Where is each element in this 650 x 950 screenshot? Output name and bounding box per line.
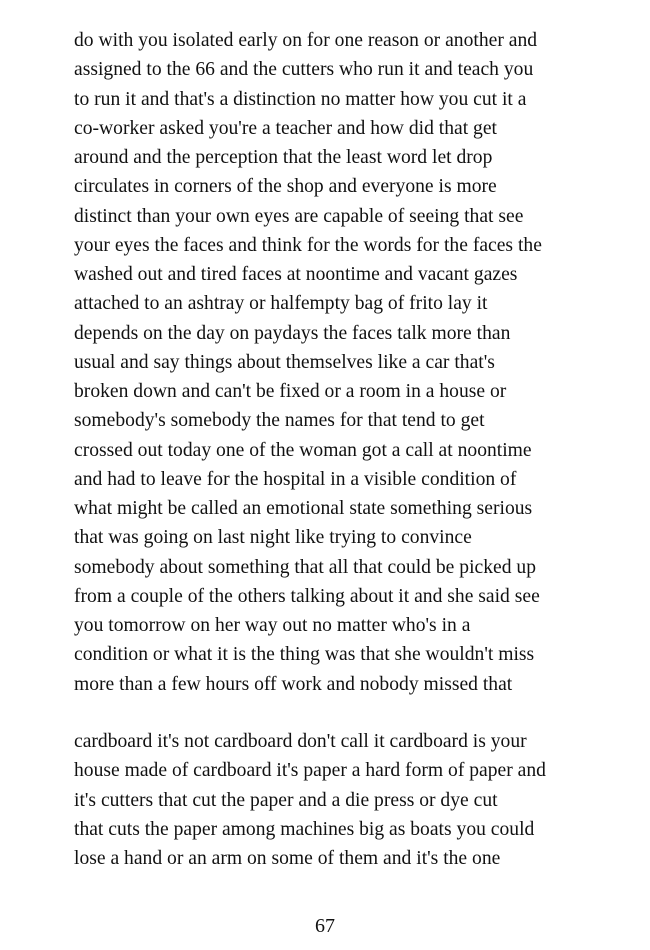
text-line: what might be called an emotional state something serious: [74, 498, 533, 519]
text-line: lose a hand or an arm on some of them and it's the one: [74, 848, 501, 869]
text-line: condition or what it is the thing was that she wouldn't miss: [74, 644, 535, 666]
text-line: do with you isolated early on for one reason or another and: [74, 30, 538, 51]
text-line: co-worker asked you're a teacher and how did that get: [74, 117, 497, 139]
text-line: your eyes the faces and think for the words for the faces the: [74, 234, 542, 256]
text-line: crossed out today one of the woman got a call at noontime: [74, 439, 532, 461]
text-line: assigned to the 66 and the cutters who run it and teach you: [74, 59, 534, 81]
text-line: that was going on last night like trying to convince: [74, 527, 472, 549]
text-line: somebody's somebody the names for that tend to get: [74, 410, 485, 432]
text-line: somebody about something that all that could be picked up: [74, 556, 536, 578]
text-line: attached to an ashtray or halfempty bag of frito lay it: [74, 293, 488, 315]
text-line: from a couple of the others talking about it and she said see: [74, 585, 540, 607]
text-line: and had to leave for the hospital in a visible condition of: [74, 468, 517, 490]
text-line: around and the perception that the least word let drop: [74, 147, 493, 168]
text-line: that cuts the paper among machines big as boats you could: [74, 818, 535, 840]
paragraph-2: [74, 727, 634, 873]
page-number: 67: [315, 915, 335, 937]
text-line: to run it and that's a distinction no matter how you cut it a: [74, 88, 527, 110]
text-line: broken down and can't be fixed or a room in a house or: [74, 381, 507, 402]
text-line: usual and say things about themselves like a car that's: [74, 351, 495, 373]
text-line: washed out and tired faces at noontime and vacant gazes: [74, 264, 518, 285]
text-line: distinct than your own eyes are capable of seeing that see: [74, 205, 524, 227]
text-line: circulates in corners of the shop and everyone is more: [74, 176, 497, 198]
text-line: cardboard it's not cardboard don't call it cardboard is your: [74, 731, 527, 752]
paragraph-1: [74, 26, 634, 699]
text-line: you tomorrow on her way out no matter who's in a: [74, 615, 471, 636]
text-line: it's cutters that cut the paper and a die press or dye cut: [74, 789, 498, 811]
text-line: house made of cardboard it's paper a hard form of paper and: [74, 760, 546, 782]
text-line: more than a few hours off work and nobody missed that: [74, 673, 513, 695]
text-line: depends on the day on paydays the faces talk more than: [74, 322, 511, 344]
